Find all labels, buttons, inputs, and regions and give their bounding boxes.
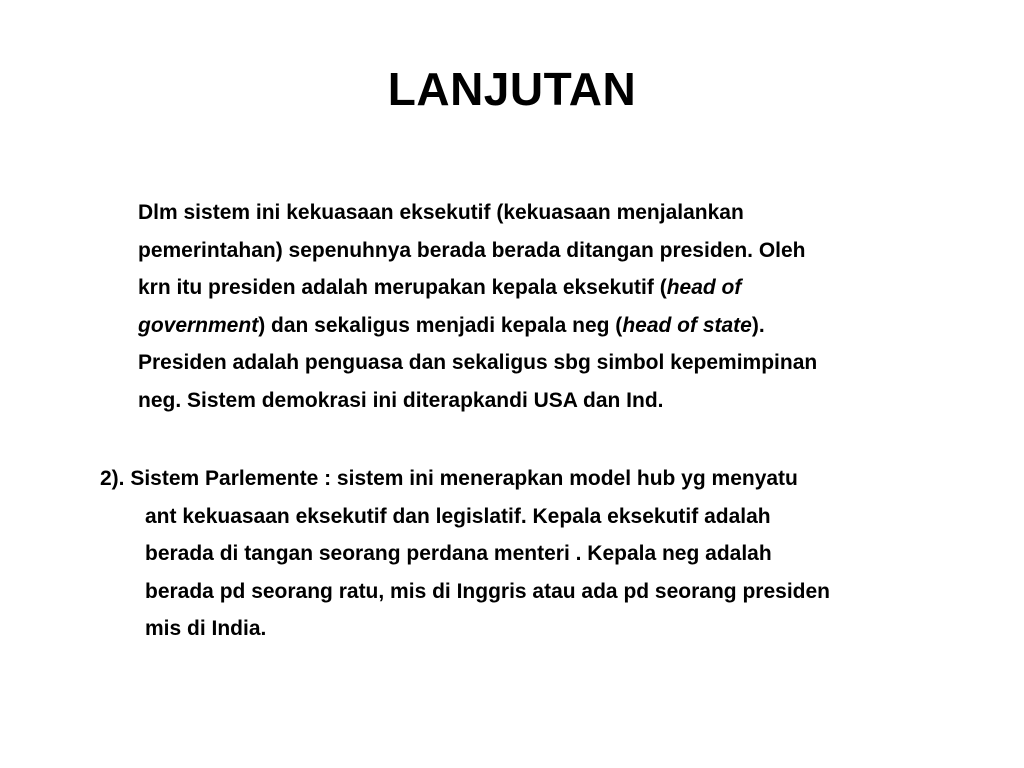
text-segment: krn itu presiden adalah merupakan kepala eksekutif ( [138,276,667,299]
text-segment: berada pd seorang ratu, mis di Inggris atau ada pd seorang presiden [145,579,830,603]
paragraph-parliamentary [100,460,980,648]
paragraph-line [138,232,978,270]
text-segment: Dlm sistem ini kekuasaan eksekutif (kekuasaan menjalankan [138,201,744,224]
italic-term: head of [666,276,742,299]
paragraph-line [145,535,980,573]
text-segment: ant kekuasaan eksekutif dan legislatif. Kepala eksekutif adalah [145,504,771,528]
text-segment: Presiden adalah penguasa dan sekaligus sbg simbol kepemimpinan [138,351,818,374]
italic-term: head of state [622,313,752,337]
italic-term: government [138,313,259,337]
text-segment: 2). Sistem Parlemente : sistem ini menerapkan model hub yg menyatu [100,467,798,490]
text-segment: berada di tangan seorang perdana menteri . Kepala neg adalah [145,542,772,565]
text-segment: mis di India. [145,617,267,640]
paragraph-line [138,307,978,345]
paragraph-line [138,382,978,420]
paragraph-line [100,460,980,498]
text-segment: neg. Sistem demokrasi ini diterapkandi USA dan Ind. [138,388,664,412]
paragraph-presidential [138,194,978,419]
paragraph-line [145,498,980,536]
text-segment: ) dan sekaligus menjadi kepala neg ( [258,313,623,337]
paragraph-line [138,269,978,307]
text-segment: ). [751,313,765,337]
paragraph-line [138,344,978,382]
paragraph-line [138,194,978,232]
slide-title: LANJUTAN [387,63,637,115]
text-segment: pemerintahan) sepenuhnya berada berada ditangan presiden. Oleh [138,238,806,262]
paragraph-line [145,573,980,611]
paragraph-line [145,610,980,648]
